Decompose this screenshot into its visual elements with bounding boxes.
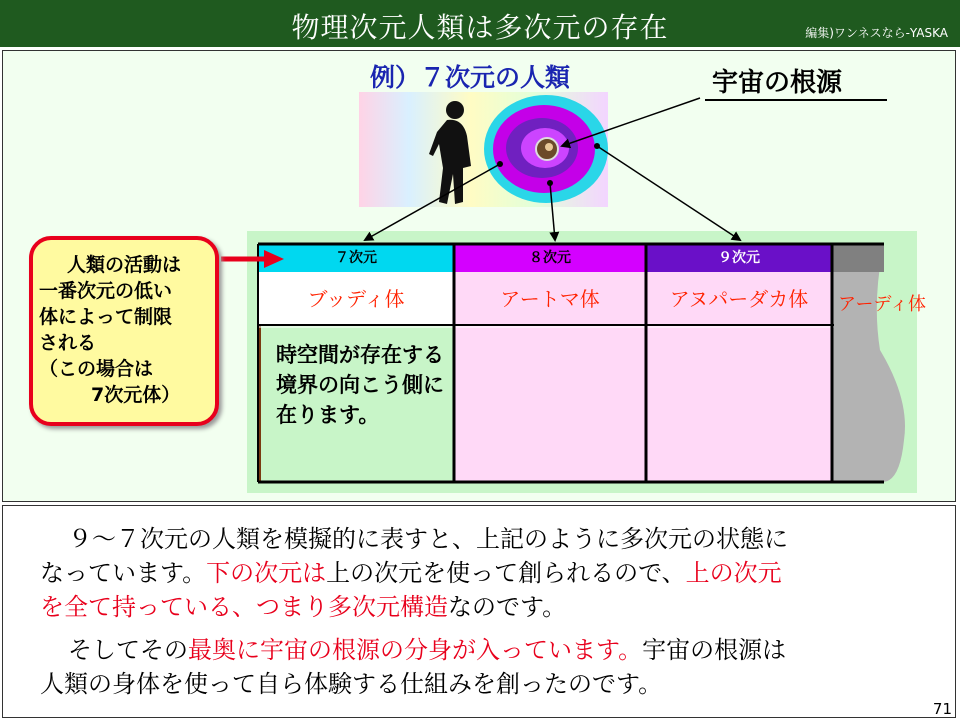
header-9d: ９次元 <box>646 244 832 272</box>
cosmic-source-label: 宇宙の根源 <box>712 68 843 98</box>
callout-arrow-head <box>264 250 284 268</box>
activity-callout <box>29 236 219 426</box>
paragraph-1-line-1 <box>68 523 788 555</box>
callout-line-5: （この場合は <box>39 358 154 380</box>
p2-text-c: 宇宙の根源は <box>642 636 787 664</box>
adi-header <box>832 244 884 272</box>
arrow-to-7d <box>365 164 500 240</box>
arrow-to-8d <box>550 183 555 240</box>
callout-line-6: 7次元体） <box>91 384 181 406</box>
p1-text-g: なのです。 <box>448 593 567 621</box>
arrow-origin-7d <box>497 161 503 167</box>
adi-region <box>832 244 905 482</box>
p2-text-d: 人類の身体を使って自ら体験する仕組みを創ったのです。 <box>40 670 663 698</box>
callout-line-4: される <box>39 332 97 354</box>
example-title: 例）７次元の人類 <box>370 63 571 92</box>
page-number: 71 <box>932 700 952 718</box>
arrow-origin-8d <box>547 180 553 186</box>
paragraph-2-line-1 <box>68 634 786 666</box>
spacetime-boundary-text: 時空間が存在する境界の向こう側に在ります。 <box>276 343 444 427</box>
paragraph-1-line-3 <box>40 591 566 623</box>
atma-body-label: アートマ体 <box>454 272 646 326</box>
callout-line-1: 人類の活動は <box>67 254 182 276</box>
header-8d: ８次元 <box>454 244 646 272</box>
adi-body-label: アーディ体 <box>838 294 927 315</box>
p2-highlight-core: 最奥に宇宙の根源の分身が入っています。 <box>188 636 643 664</box>
header-7d: ７次元 <box>258 244 454 272</box>
arrow-origin-9d <box>594 143 600 149</box>
credit-text: 編集)ワンネスなら-YASKA <box>805 26 948 40</box>
page-title: 物理次元人類は多次元の存在 <box>291 11 669 44</box>
p1-text-a: ９〜７次元の人類を模擬的に表すと、上記のように多次元の状態に <box>68 525 788 553</box>
p2-text-a: そしてその <box>68 636 188 664</box>
p1-highlight-lower: 下の次元は <box>206 559 327 587</box>
anupadaka-body-label: アヌパーダカ体 <box>646 272 832 326</box>
p1-text-d: 上の次元を使って創られるので、 <box>326 559 686 587</box>
p1-text-b: なっています。 <box>40 559 207 587</box>
callout-line-2: 一番次元の低い <box>39 280 173 302</box>
p1-highlight-structure: を全て持っている、つまり多次元構造 <box>40 593 448 621</box>
p1-highlight-upper: 上の次元 <box>685 559 782 587</box>
buddhi-body-label: ブッディ体 <box>258 272 454 326</box>
paragraph-1-line-2 <box>40 557 782 589</box>
paragraph-2-line-2 <box>40 668 662 700</box>
arrow-to-source <box>562 98 700 146</box>
callout-line-3: 体によって制限 <box>39 306 173 328</box>
arrow-to-9d <box>597 146 740 240</box>
